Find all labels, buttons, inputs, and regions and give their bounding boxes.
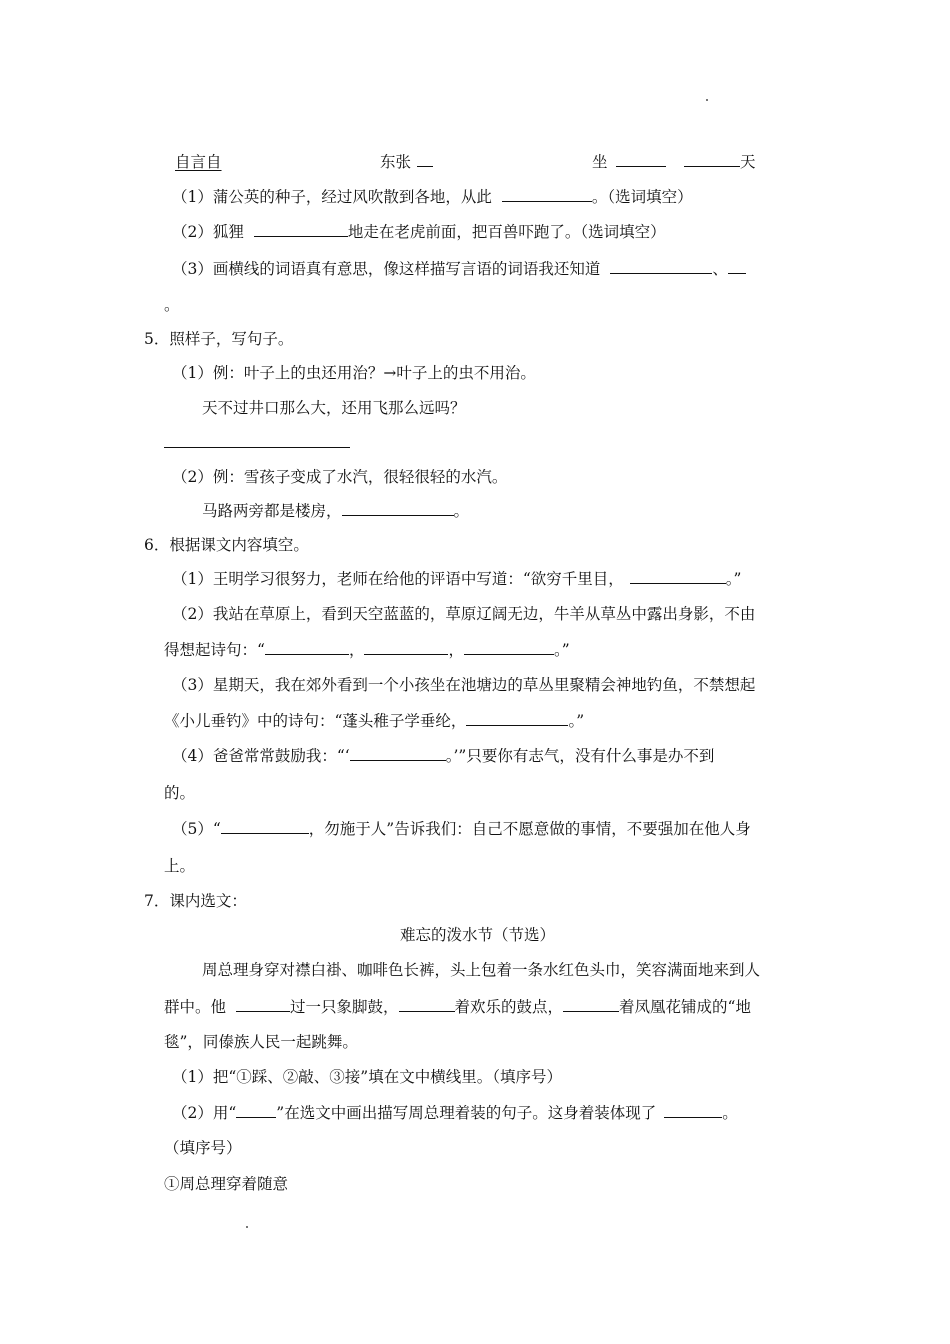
q6-sub5-line1: （5）“ ，勿施于人”告诉我们：自己不愿意做的事情，不要强加在他人身 [172,820,751,838]
q6-sub2-line1: （2）我站在草原上，看到天空蓝蓝的，草原辽阔无边，牛羊从草丛中露出身影，不由 [172,605,756,623]
q4-sub3-end: 。 [164,296,180,314]
blank[interactable] [236,996,290,1012]
q7-option1: ①周总理穿着随意 [164,1175,289,1193]
blank[interactable] [254,221,348,237]
q6-sub4-line1: （4）爸爸常常鼓励我：“‘ 。’”只要你有志气，没有什么事是办不到 [172,747,715,765]
q5-example1: （1）例：叶子上的虫还用治？→叶子上的虫不用治。 [172,364,536,382]
q4-sub3: （3）画横线的词语真有意思，像这样描写言语的词语我还知道 、 [172,258,746,280]
idiom-zi-yan-zi-yu: 自言自 [175,153,222,171]
blank[interactable] [464,639,554,655]
q4-sub2: （2）狐狸 地走在老虎前面，把百兽吓跑了。（选词填空） [172,223,666,241]
q6-title: 6．根据课文内容填空。 [144,536,309,554]
q5-example2: （2）例：雪孩子变成了水汽，很轻很轻的水汽。 [172,468,508,486]
blank[interactable] [664,1102,722,1118]
blank[interactable] [630,568,726,584]
answer-line[interactable] [164,447,350,448]
blank[interactable] [610,258,712,274]
idiom-zuo: 坐 [592,151,666,173]
idiom-dong-zhang: 东张 [380,151,433,173]
q5-title: 5．照样子，写句子。 [144,330,294,348]
blank[interactable] [616,151,666,167]
blank[interactable] [364,639,448,655]
passage-line1: 周总理身穿对襟白褂、咖啡色长裤，头上包着一条水红色头巾，笑容满面地来到人 [202,961,761,979]
idiom-tian: 天 [684,151,756,173]
q5-prompt1: 天不过井口那么大，还用飞那么远吗？ [202,399,466,417]
blank[interactable] [221,818,309,834]
page-mark-dot [706,99,708,101]
blank[interactable] [684,151,740,167]
blank[interactable] [728,258,746,274]
blank[interactable] [466,710,568,726]
q6-sub5-line2: 上。 [164,857,196,875]
q6-sub1: （1）王明学习很努力，老师在给他的评语中写道：“欲穷千里目， 。” [172,570,742,588]
passage-title: 难忘的泼水节（节选） [400,926,556,944]
blank[interactable] [502,186,592,202]
blank[interactable] [399,996,455,1012]
blank[interactable] [350,745,446,761]
q4-sub1: （1）蒲公英的种子，经过风吹散到各地，从此 。（选词填空） [172,188,693,206]
blank[interactable] [417,151,433,167]
blank[interactable] [236,1102,276,1118]
idiom-row [175,151,222,173]
q6-sub3-line2: 《小儿垂钓》中的诗句：“蓬头稚子学垂纶， 。” [164,712,585,730]
blank[interactable] [563,996,619,1012]
q5-prompt2: 马路两旁都是楼房， 。 [202,502,470,520]
passage-line2: 群中。他 过一只象脚鼓， 着欢乐的鼓点， 着凤凰花铺成的“地 [164,998,751,1016]
passage-line3: 毯”，同傣族人民一起跳舞。 [164,1033,358,1051]
q6-sub3-line1: （3）星期天，我在郊外看到一个小孩坐在池塘边的草丛里聚精会神地钓鱼，不禁想起 [172,676,756,694]
page-mark-dot [246,1226,248,1228]
q7-sub2-note: （填序号） [164,1139,242,1157]
q6-sub2-line2: 得想起诗句：“ ， ， 。” [164,641,570,659]
q7-sub1: （1）把“①踩、②敲、③接”填在文中横线里。（填序号） [172,1068,562,1086]
blank[interactable] [265,639,349,655]
q7-title: 7．课内选文： [144,892,247,910]
q6-sub4-line2: 的。 [164,784,196,802]
q7-sub2: （2）用“ ”在选文中画出描写周总理着装的句子。这身着装体现了 。 [172,1104,738,1122]
blank[interactable] [342,500,454,516]
